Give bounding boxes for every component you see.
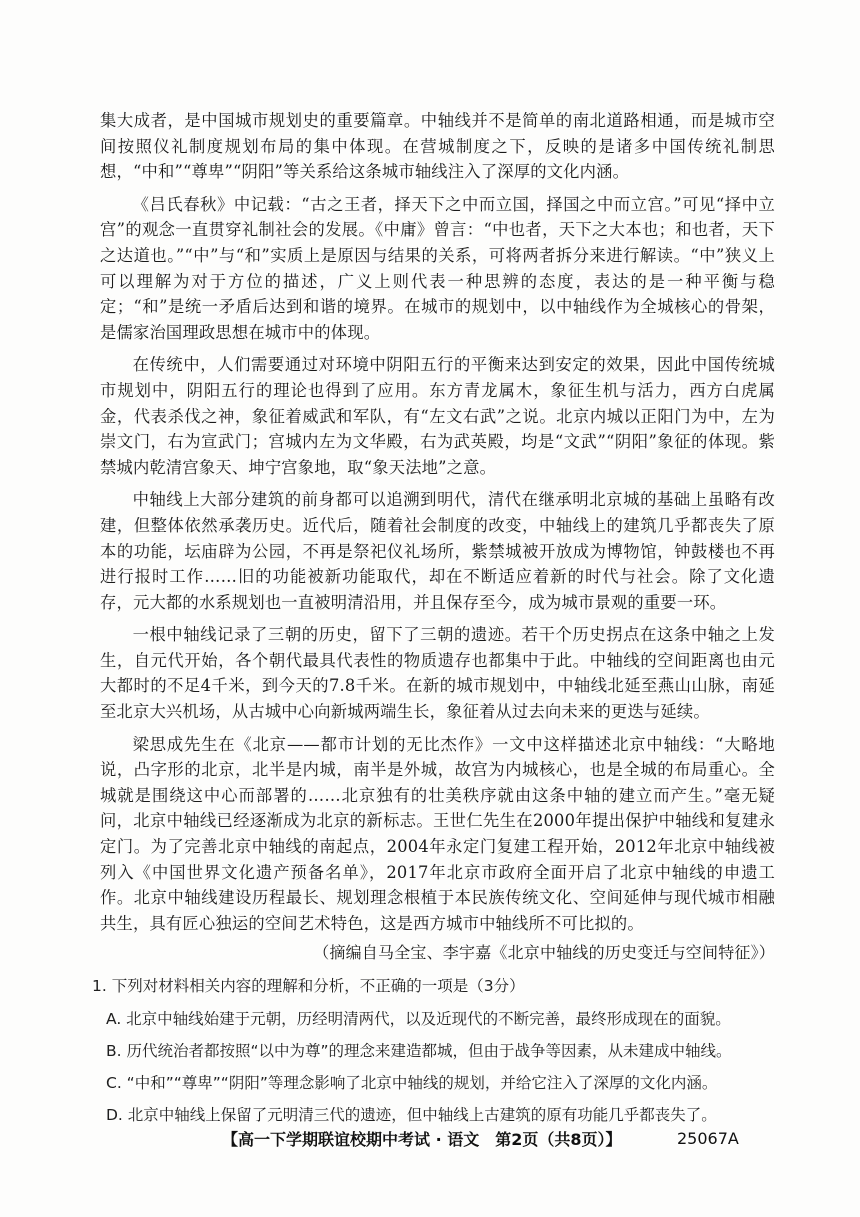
passage-paragraph: 《吕氏春秋》中记载：“古之王者，择天下之中而立国，择国之中而立宫。”可见“择中立宫”的观念一直贯穿礼制社会的发展。《中庸》曾言：“中也者，天下之大本也；和也者，天下之达道也。”“中”与“和”实质上是原因与结果的关系，可将两者拆分来进行解读。“中”狭义上可以理解为对于方位的描述，广义上则代表一种思辨的态度，表达的是一种平衡与稳定；“和”是统一矛盾后达到和谐的境界。在城市的规划中，以中轴线作为全城核心的骨架，是儒家治国理政思想在城市中的体现。 (100, 194, 775, 342)
exam-title: 【高一下学期联谊校期中考试 · 语文 第2页（共8页）】 (222, 1130, 622, 1149)
reading-passage (100, 108, 775, 966)
passage-paragraph: 梁思成先生在《北京——都市计划的无比杰作》一文中这样描述北京中轴线：“大略地说，凸字形的北京，北半是内城，南半是外城，故宫为内城核心，也是全城的布局重心。全城就是围绕这中心而部署的……北京独有的壮美秩序就由这条中轴的建立而产生。”毫无疑问，北京中轴线已经逐渐成为北京的新标志。王世仁先生在2000年提出保护中轴线和复建永定门。为了完善北京中轴线的南起点，2004年永定门复建工程开始，2012年北京中轴线被列入《中国世界文化遗产预备名单》，2017年北京市政府全面开启了北京中轴线的申遗工作。北京中轴线建设历程最长、规划理念根植于本民族传统文化、空间延伸与现代城市相融共生，具有匠心独运的空间艺术特色，这是西方城市中轴线所不可比拟的。 (100, 734, 775, 933)
passage-paragraph: 集大成者，是中国城市规划史的重要篇章。中轴线并不是简单的南北道路相通，而是城市空间按照仪礼制度规划布局的集中体现。在营城制度之下，反映的是诸多中国传统礼制思想，“中和”“尊卑”“阴阳”等关系给这条城市轴线注入了深厚的文化内涵。 (100, 111, 775, 182)
page-footer (222, 1127, 802, 1150)
passage-paragraph: 在传统中，人们需要通过对环境中阴阳五行的平衡来达到安定的效果，因此中国传统城市规划中，阴阳五行的理论也得到了应用。东方青龙属木，象征生机与活力，西方白虎属金，代表杀伐之神，象征着威武和军队，有“左文右武”之说。北京内城以正阳门为中，左为崇文门，右为宣武门；宫城内左为文华殿，右为武英殿，均是“文武”“阴阳”象征的体现。紫禁城内乾清宫象天、坤宁宫象地，取“象天法地”之意。 (100, 355, 775, 477)
option-d: D. 北京中轴线上保留了元明清三代的遗迹，但中轴线上古建筑的原有功能几乎都丧失了。 (106, 1106, 717, 1124)
exam-code: 25067A (677, 1129, 739, 1148)
option-a: A. 北京中轴线始建于元朝，历经明清两代，以及近现代的不断完善，最终形成现在的面貌。 (106, 1010, 731, 1028)
question-stem: 1. 下列对材料相关内容的理解和分析，不正确的一项是（3分） (92, 977, 525, 995)
passage-source: （摘编自马全宝、李宇嘉《北京中轴线的历史变迁与空间特征》） (313, 943, 775, 963)
passage-paragraph: 中轴线上大部分建筑的前身都可以追溯到明代，清代在继承明北京城的基础上虽略有改建，但整体依然承袭历史。近代后，随着社会制度的改变，中轴线上的建筑几乎都丧失了原本的功能，坛庙辟为公园，不再是祭祀仪礼场所，紫禁城被开放成为博物馆，钟鼓楼也不再进行报时工作……旧的功能被新功能取代，却在不断适应着新的时代与社会。除了文化遗存，元大都的水系规划也一直被明清沿用，并且保存至今，成为城市景观的重要一环。 (100, 490, 775, 612)
question-1 (92, 974, 782, 1135)
passage-paragraph: 一根中轴线记录了三朝的历史，留下了三朝的遗迹。若干个历史拐点在这条中轴之上发生，自元代开始，各个朝代最具代表性的物质遗存也都集中于此。中轴线的空间距离也由元大都时的不足4千米，到今天的7.8千米。在新的城市规划中，中轴线北延至燕山山脉，南延至北京大兴机场，从古城中心向新城两端生长，象征着从过去向未来的更迭与延续。 (100, 625, 775, 722)
option-b: B. 历代统治者都按照“以中为尊”的理念来建造都城，但由于战争等因素，从未建成中轴线。 (106, 1042, 732, 1060)
option-c: C. “中和”“尊卑”“阴阳”等理念影响了北京中轴线的规划，并给它注入了深厚的文化内涵。 (106, 1074, 718, 1092)
